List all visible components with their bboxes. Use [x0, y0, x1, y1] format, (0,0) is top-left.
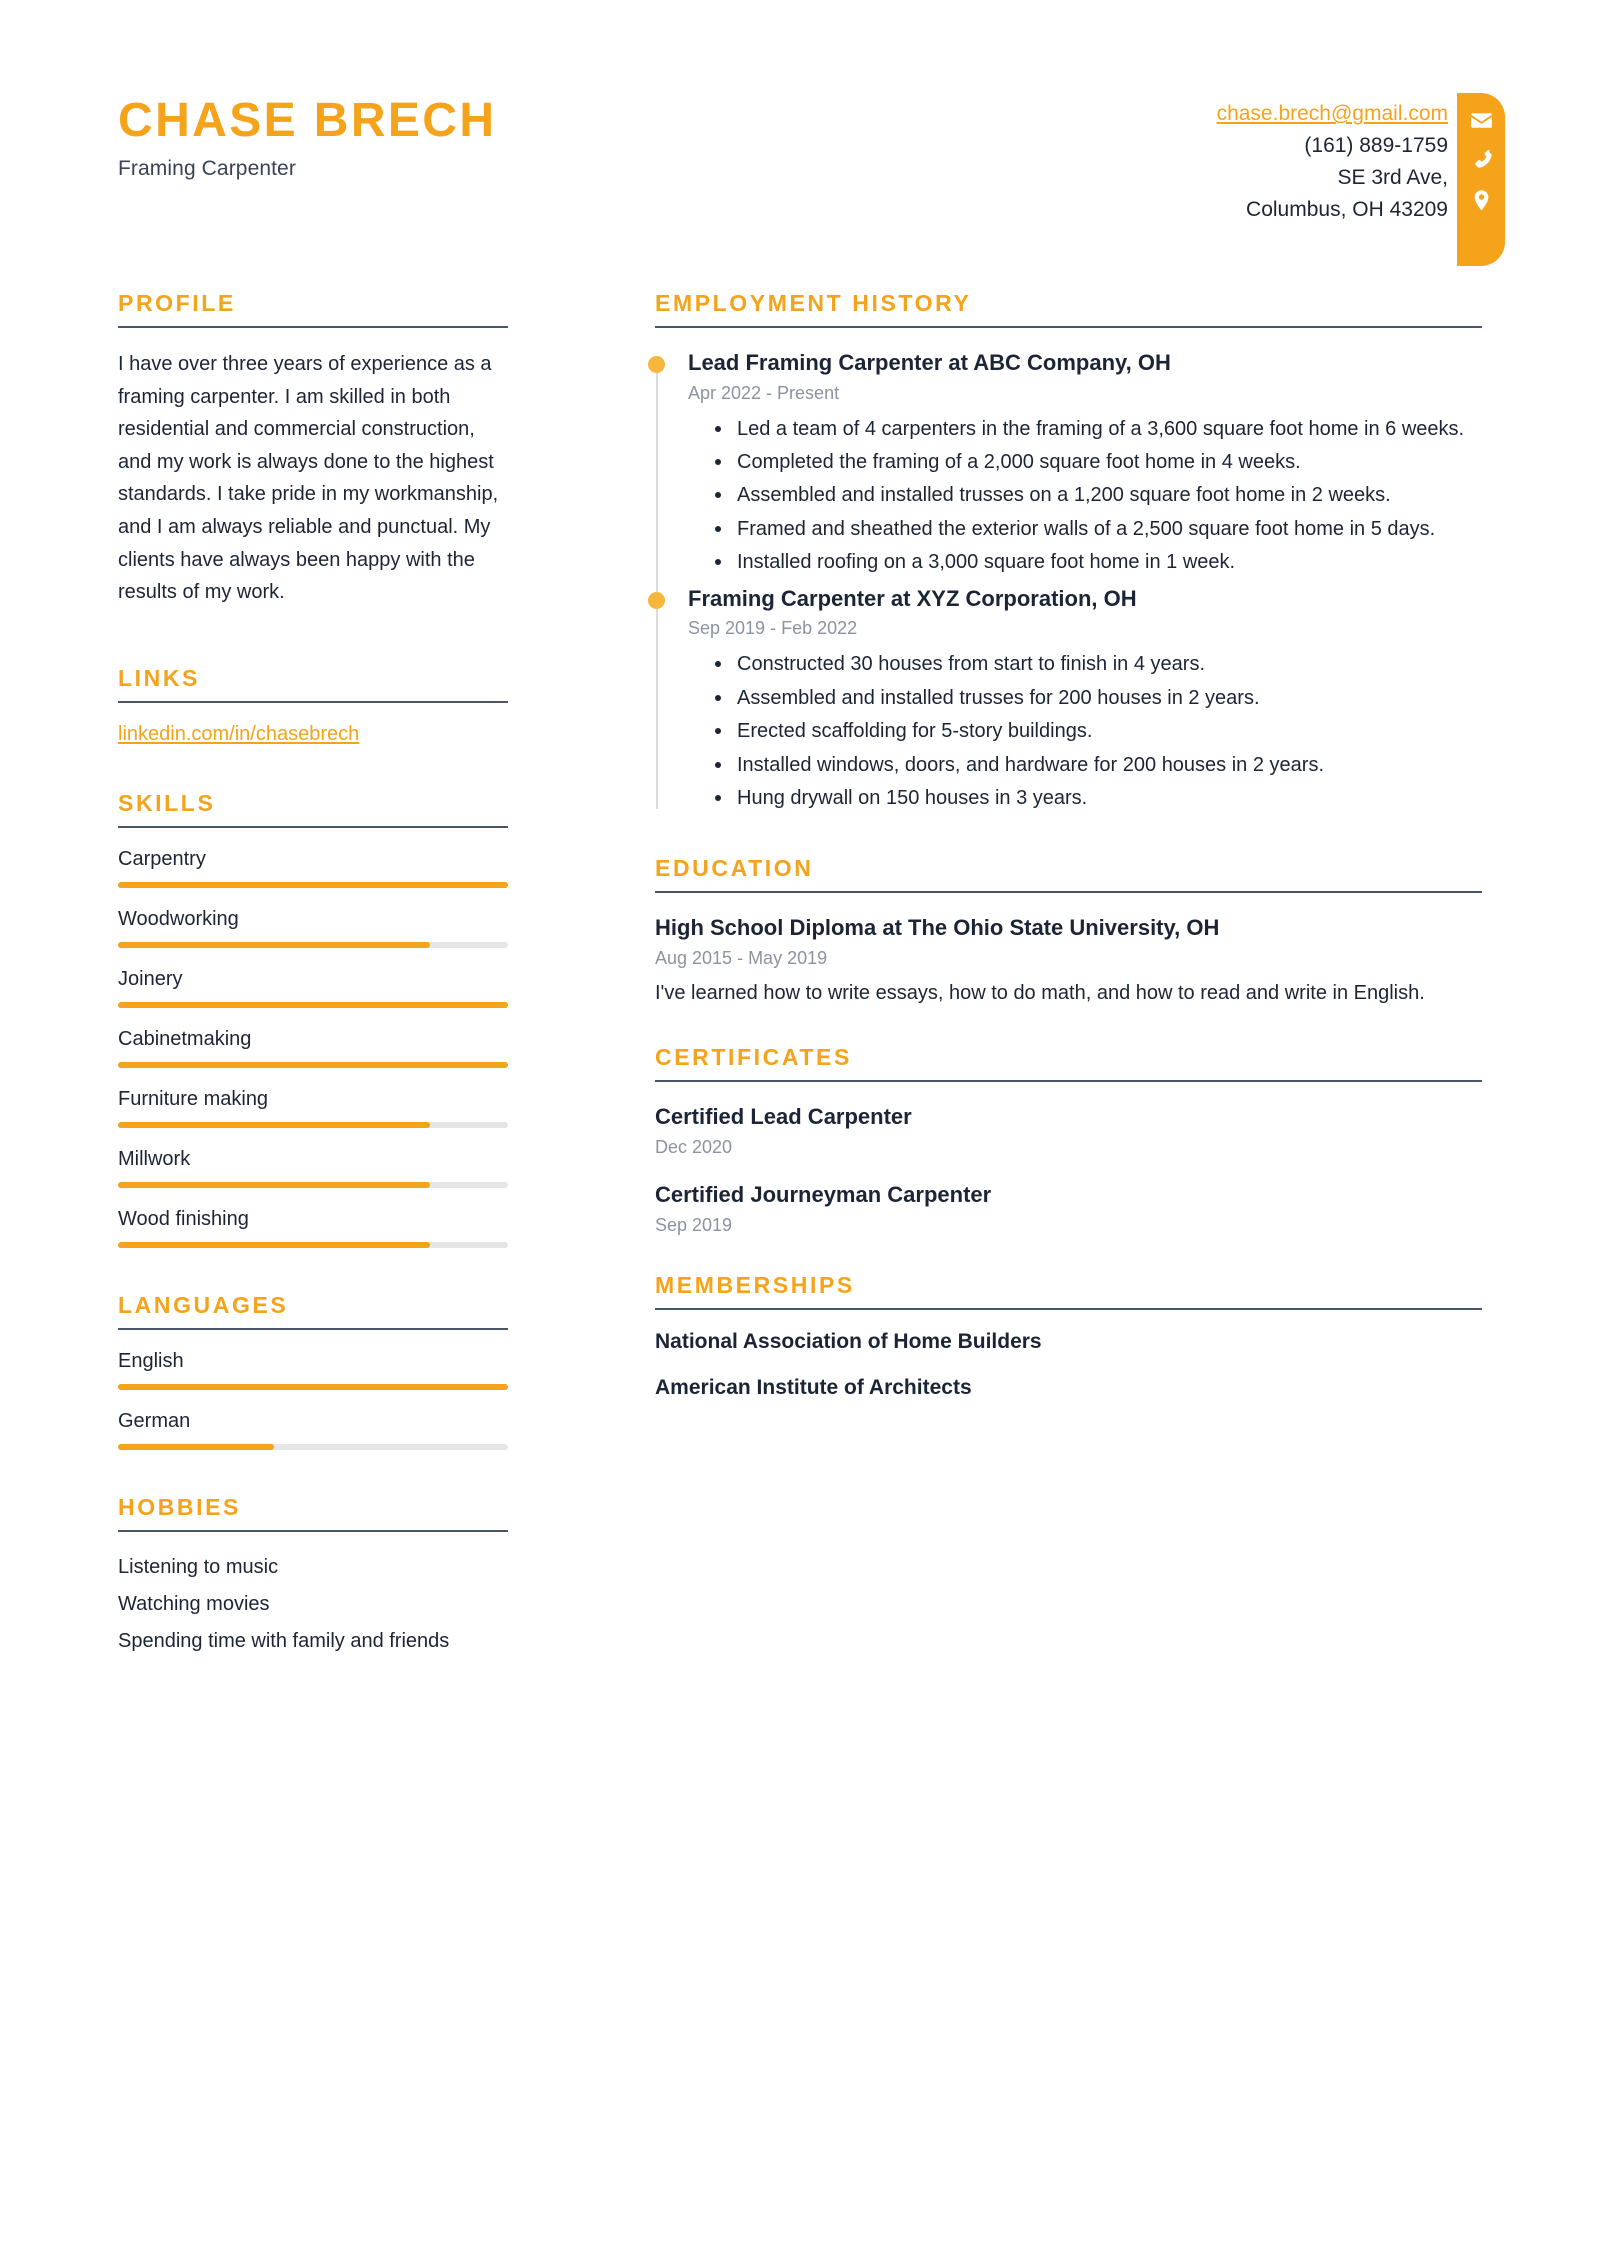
section-title-profile: PROFILE: [118, 290, 236, 316]
section-hobbies: [118, 1494, 508, 1657]
spacer: [118, 609, 508, 665]
language-level-fill: [118, 1384, 508, 1390]
contact-address-line-2: Columbus, OH 43209: [1246, 197, 1448, 221]
language-label: English: [118, 1349, 184, 1372]
skill-level-track: [118, 1062, 508, 1068]
phone-icon: [1468, 147, 1494, 173]
skill-label: Joinery: [118, 967, 183, 990]
skill-item: [118, 848, 508, 888]
hobby-item: Watching movies: [118, 1592, 270, 1615]
section-education: [655, 855, 1482, 1008]
envelope-icon: [1468, 107, 1494, 133]
list-item: Installed roofing on a 3,000 square foot home in 1 week.: [713, 547, 1482, 577]
section-title-certificates: CERTIFICATES: [655, 1044, 852, 1071]
list-item: Constructed 30 houses from start to finish in 4 years.: [713, 649, 1482, 679]
section-title-languages: LANGUAGES: [118, 1291, 289, 1318]
skill-item: [118, 1088, 508, 1128]
skill-label: Cabinetmaking: [118, 1027, 252, 1050]
education-description: I've learned how to write essays, how to do math, and how to read and write in English.: [655, 981, 1425, 1004]
list-item: Led a team of 4 carpenters in the framing of a 3,600 square foot home in 6 weeks.: [713, 414, 1482, 444]
section-employment-history: [655, 290, 1482, 813]
language-level-fill: [118, 1444, 274, 1450]
skill-item: [118, 908, 508, 948]
section-title-education: EDUCATION: [655, 855, 814, 882]
skill-level-fill: [118, 1002, 508, 1008]
section-title-employment: EMPLOYMENT HISTORY: [655, 290, 972, 316]
job-title-subtitle: Framing Carpenter: [118, 156, 296, 180]
timeline-dot-icon: [648, 592, 665, 609]
employment-timeline: [655, 348, 1482, 813]
certificate-date: Dec 2020: [655, 1137, 733, 1158]
section-title-links: LINKS: [118, 664, 200, 691]
certificate-title: Certified Lead Carpenter: [655, 1104, 912, 1130]
location-pin-icon: [1468, 187, 1494, 213]
education-entry: [655, 913, 1482, 1008]
contact-details: [1217, 98, 1448, 226]
language-item: [118, 1410, 508, 1450]
language-label: German: [118, 1409, 191, 1432]
skill-level-fill: [118, 1242, 430, 1248]
profile-summary-text: I have over three years of experience as a framing carpenter. I am skilled in both residential and commercial construction, and my work is always done to the highest standards. I take pride in my workmanship, and I am always reliable and punctual. My clients have always been happy with the results of my work.: [118, 353, 499, 604]
skill-level-fill: [118, 942, 430, 948]
skill-label: Woodworking: [118, 907, 239, 930]
contact-address-line-1: SE 3rd Ave,: [1337, 165, 1448, 189]
section-certificates: [655, 1044, 1482, 1235]
resume-header: [0, 0, 1600, 290]
skill-label: Wood finishing: [118, 1207, 249, 1230]
spacer: [655, 1236, 1482, 1272]
spacer: [118, 1450, 508, 1494]
section-links: [118, 665, 508, 746]
spacer: [655, 819, 1482, 855]
membership-item: National Association of Home Builders: [655, 1329, 1042, 1353]
section-memberships: [655, 1272, 1482, 1400]
spacer: [118, 1248, 508, 1292]
employment-bullet-list: [688, 414, 1482, 578]
sidebar-column: [118, 290, 538, 1663]
list-item: Framed and sheathed the exterior walls of a 2,500 square foot home in 5 days.: [713, 514, 1482, 544]
language-level-track: [118, 1384, 508, 1390]
spacer: [118, 746, 508, 790]
skill-label: Furniture making: [118, 1087, 269, 1110]
certificate-title: Certified Journeyman Carpenter: [655, 1182, 992, 1208]
employment-title: Lead Framing Carpenter at ABC Company, OH: [688, 350, 1171, 375]
section-profile: [118, 290, 508, 609]
name-block: [118, 96, 496, 181]
list-item: Completed the framing of a 2,000 square foot home in 4 weeks.: [713, 447, 1482, 477]
link-item[interactable]: linkedin.com/in/chasebrech: [118, 722, 360, 745]
page-title: CHASE BRECH: [118, 94, 497, 147]
skill-level-track: [118, 1002, 508, 1008]
hobby-item: Spending time with family and friends: [118, 1629, 450, 1652]
skill-level-track: [118, 1242, 508, 1248]
main-column: [538, 290, 1482, 1400]
contact-phone: (161) 889-1759: [1304, 133, 1448, 157]
list-item: Installed windows, doors, and hardware for 200 houses in 2 years.: [713, 750, 1482, 780]
list-item: Hung drywall on 150 houses in 3 years.: [713, 783, 1482, 813]
hobby-item: Listening to music: [118, 1555, 279, 1578]
membership-item: American Institute of Architects: [655, 1375, 972, 1399]
timeline-dot-icon: [648, 356, 665, 373]
contact-icon-rail: [1457, 93, 1505, 266]
section-title-hobbies: HOBBIES: [118, 1493, 241, 1520]
skill-level-fill: [118, 1122, 430, 1128]
certificate-date: Sep 2019: [655, 1214, 733, 1235]
employment-date: Apr 2022 - Present: [688, 382, 840, 403]
contact-email[interactable]: chase.brech@gmail.com: [1216, 102, 1448, 125]
skill-item: [118, 1028, 508, 1068]
skill-level-track: [118, 942, 508, 948]
list-item: Erected scaffolding for 5-story buildings.: [713, 716, 1482, 746]
skill-item: [118, 1148, 508, 1188]
employment-title: Framing Carpenter at XYZ Corporation, OH: [688, 585, 1137, 611]
skill-level-track: [118, 1182, 508, 1188]
skill-item: [118, 1208, 508, 1248]
education-title: High School Diploma at The Ohio State University, OH: [655, 915, 1220, 941]
employment-date: Sep 2019 - Feb 2022: [688, 618, 858, 639]
skill-item: [118, 968, 508, 1008]
section-title-memberships: MEMBERSHIPS: [655, 1271, 855, 1298]
skill-level-fill: [118, 1062, 508, 1068]
language-level-track: [118, 1444, 508, 1450]
employment-entry: [655, 584, 1482, 814]
certificate-entry: [655, 1102, 1482, 1158]
section-title-skills: SKILLS: [118, 789, 216, 816]
education-date: Aug 2015 - May 2019: [655, 947, 828, 968]
certificate-entry: [655, 1180, 1482, 1236]
skill-label: Carpentry: [118, 847, 206, 870]
resume-columns: [0, 290, 1600, 1663]
section-languages: [118, 1292, 508, 1450]
employment-bullet-list: [688, 649, 1482, 813]
language-item: [118, 1350, 508, 1390]
employment-entry: [655, 348, 1482, 578]
skill-level-fill: [118, 882, 508, 888]
skill-level-fill: [118, 1182, 430, 1188]
section-skills: [118, 790, 508, 1248]
list-item: Assembled and installed trusses on a 1,200 square foot home in 2 weeks.: [713, 480, 1482, 510]
skill-label: Millwork: [118, 1147, 191, 1170]
spacer: [655, 1008, 1482, 1044]
skill-level-track: [118, 1122, 508, 1128]
skill-level-track: [118, 882, 508, 888]
list-item: Assembled and installed trusses for 200 houses in 2 years.: [713, 683, 1482, 713]
